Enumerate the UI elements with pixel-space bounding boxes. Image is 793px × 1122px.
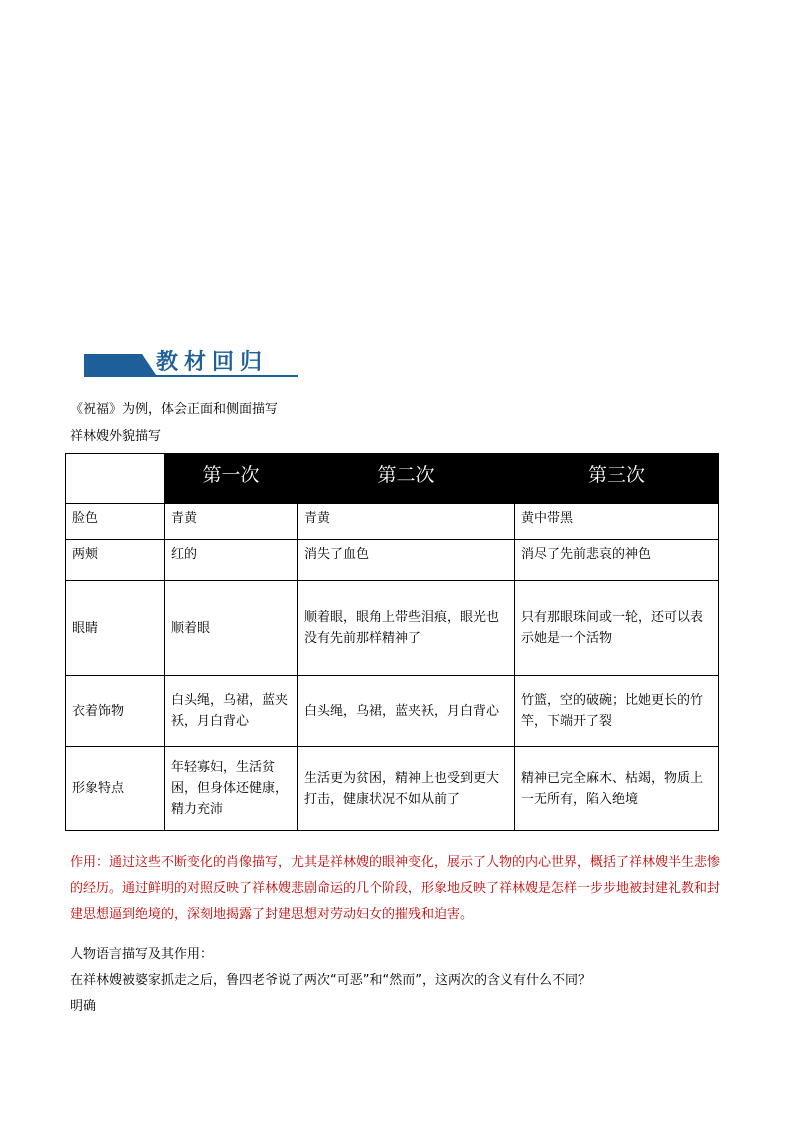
table-row	[66, 581, 719, 676]
table-cell: 生活更为贫困，精神上也受到更大打击，健康状况不如从前了	[298, 747, 515, 831]
row-label: 形象特点	[66, 747, 165, 831]
table-row	[66, 504, 719, 540]
table-row	[66, 540, 719, 581]
row-label: 眼睛	[66, 581, 165, 676]
table-cell: 精神已完全麻木、枯竭，物质上一无所有，陷入绝境	[515, 747, 719, 831]
answer-label: 明确	[70, 999, 97, 1014]
table-cell: 红的	[165, 540, 298, 581]
header-bar-slant	[142, 354, 156, 375]
column-header: 第二次	[298, 454, 515, 504]
table-cell: 竹篮，空的破碗；比她更长的竹竿，下端开了裂	[515, 676, 719, 747]
table-cell: 白头绳，乌裙，蓝夹袄，月白背心	[298, 676, 515, 747]
effect-paragraph: 作用：通过这些不断变化的肖像描写，尤其是祥林嫂的眼神变化，展示了人物的内心世界，概括了祥林嫂半生悲惨的经历。通过鲜明的对照反映了祥林嫂悲剧命运的几个阶段，形象地反映了祥林嫂是怎样一步步地被封建礼教和封建思想逼到绝境的，深刻地揭露了封建思想对劳动妇女的摧残和迫害。	[70, 855, 721, 922]
table-cell: 白头绳，乌裙，蓝夹袄，月白背心	[165, 676, 298, 747]
table-cell: 消失了血色	[298, 540, 515, 581]
table-cell: 顺着眼	[165, 581, 298, 676]
row-label: 两颊	[66, 540, 165, 581]
header-bar	[84, 354, 142, 375]
table-cell: 消尽了先前悲哀的神色	[515, 540, 719, 581]
header-corner	[66, 454, 165, 504]
column-header: 第三次	[515, 454, 719, 504]
table-row	[66, 676, 719, 747]
table-cell: 青黄	[298, 504, 515, 540]
column-header: 第一次	[165, 454, 298, 504]
appearance-table	[65, 453, 719, 831]
row-label: 脸色	[66, 504, 165, 540]
table-cell: 青黄	[165, 504, 298, 540]
table-cell: 只有那眼珠间或一轮，还可以表示她是一个活物	[515, 581, 719, 676]
row-label: 衣着饰物	[66, 676, 165, 747]
table-cell: 黄中带黑	[515, 504, 719, 540]
section-title: 教材回归	[156, 349, 269, 375]
table-header-row	[66, 454, 719, 504]
section-header	[84, 343, 300, 379]
intro-line: 《祝福》为例，体会正面和侧面描写	[70, 402, 279, 417]
language-heading: 人物语言描写及其作用：	[70, 947, 214, 962]
table-cell: 年轻寡妇，生活贫困，但身体还健康，精力充沛	[165, 747, 298, 831]
table-row	[66, 747, 719, 831]
table-cell: 顺着眼，眼角上带些泪痕，眼光也没有先前那样精神了	[298, 581, 515, 676]
language-question: 在祥林嫂被婆家抓走之后，鲁四老爷说了两次“可恶”和“然而”，这两次的含义有什么不同？	[70, 973, 591, 988]
table-caption: 祥林嫂外貌描写	[70, 429, 162, 444]
